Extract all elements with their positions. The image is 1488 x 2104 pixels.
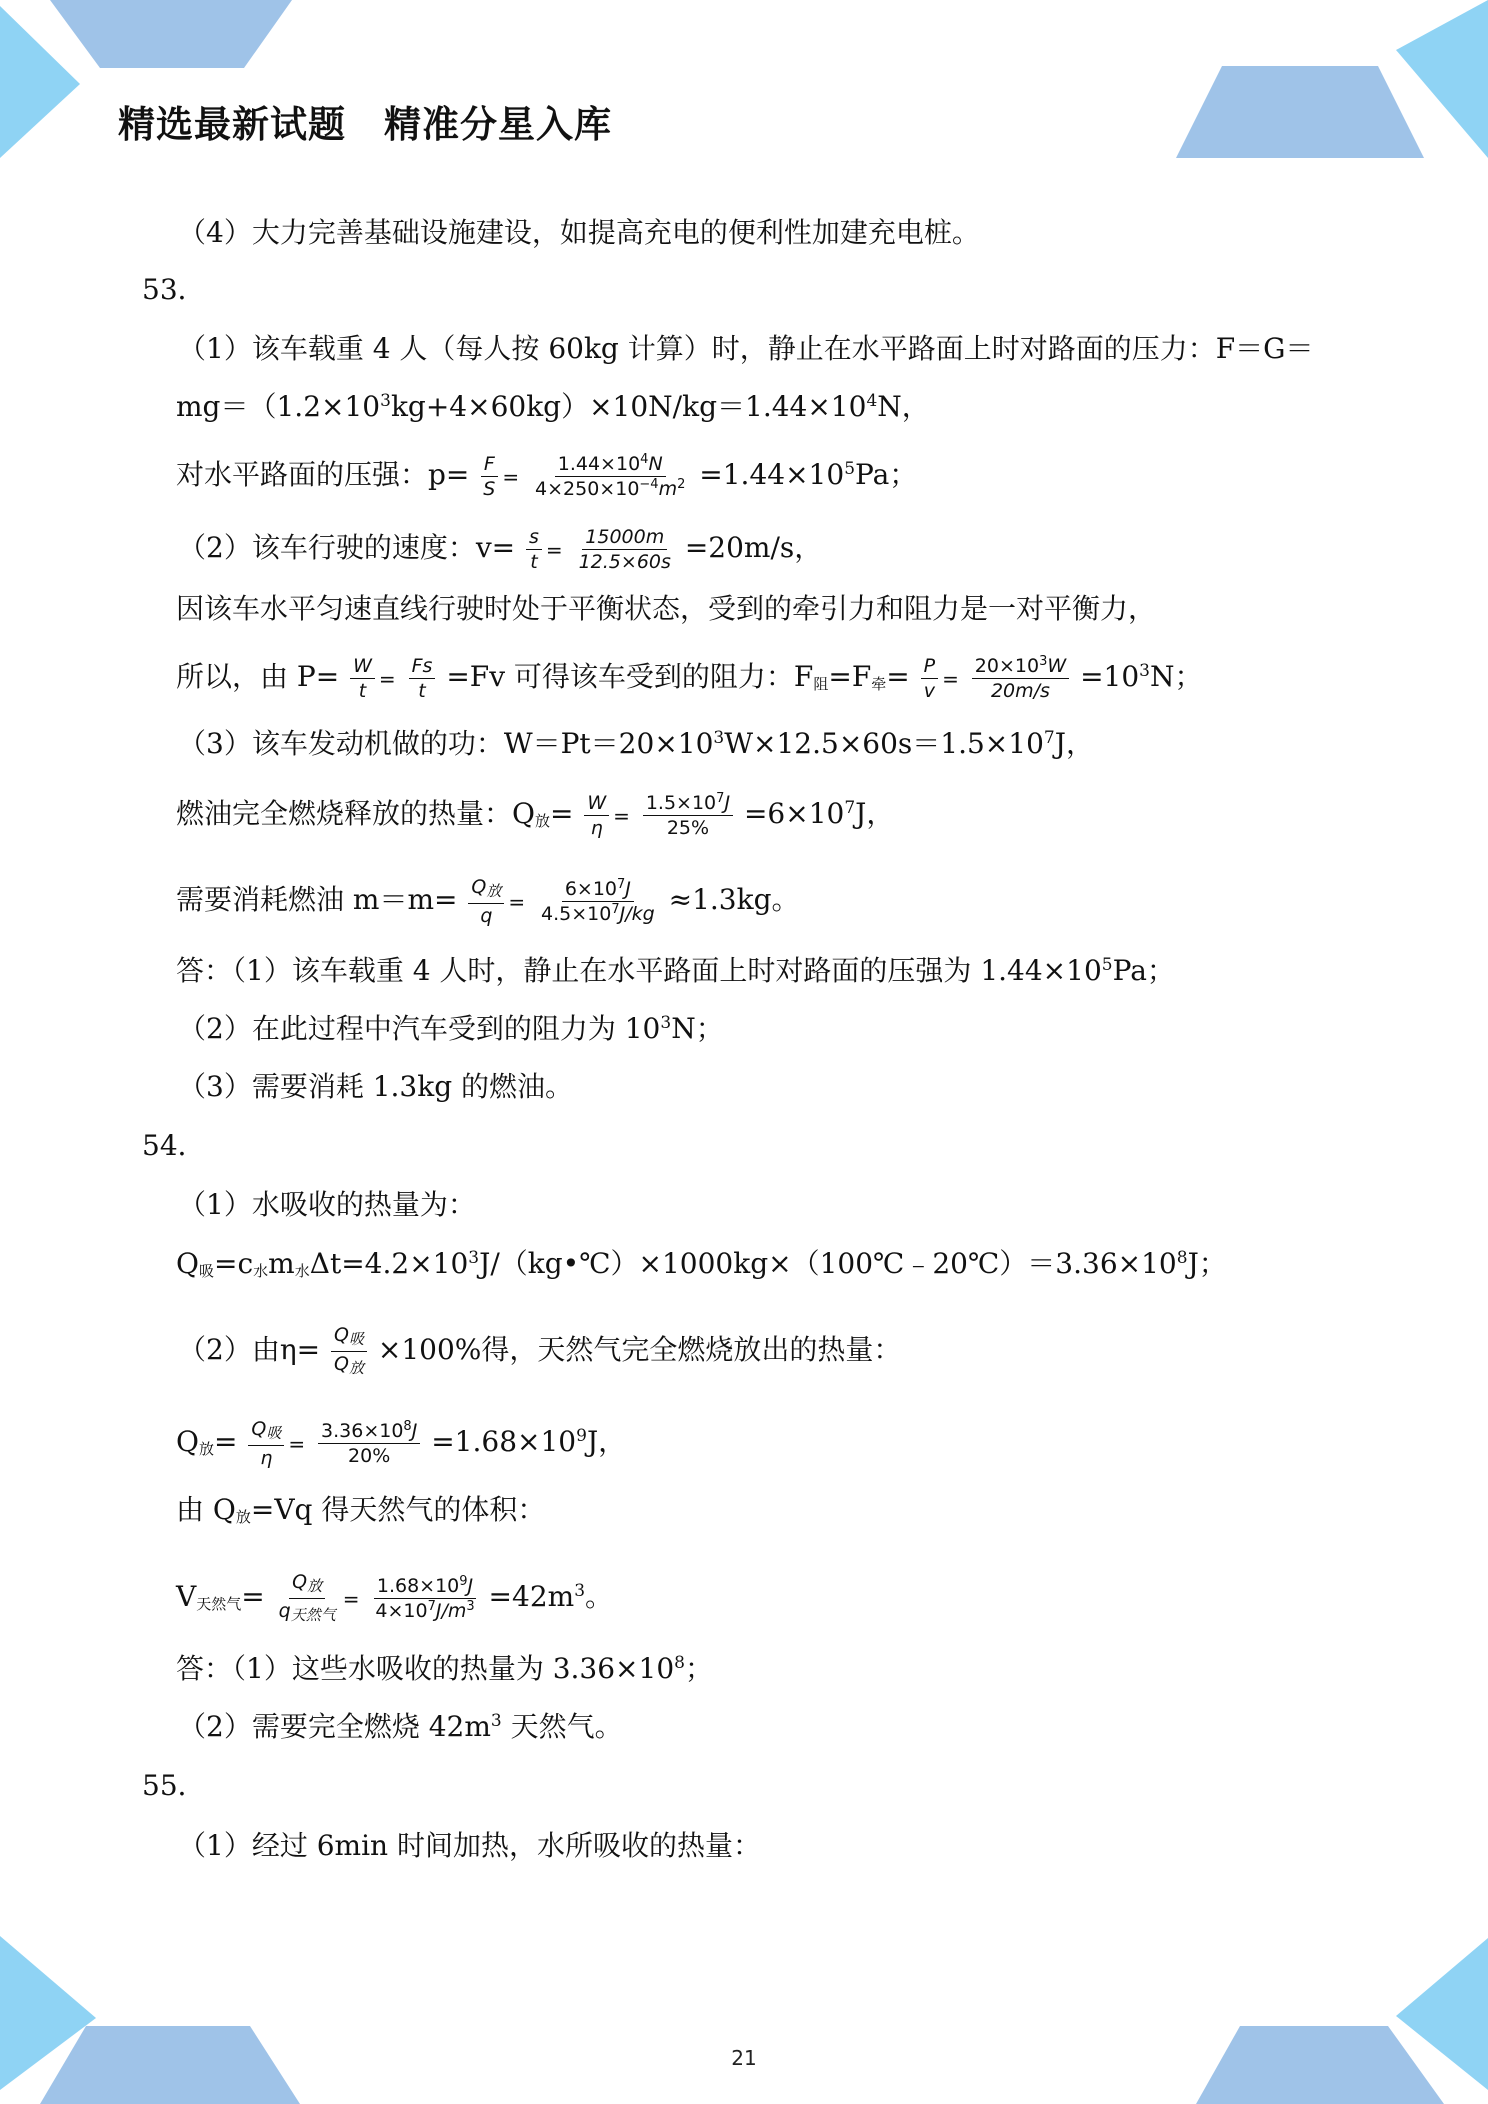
answer-line: 由 $Q_放=Vq$ 得天然气的体积： (176, 1493, 546, 1526)
question-number-53: 53． (142, 273, 206, 306)
formula-line: $mg=(1.2\times 10^3kg+4\times 60kg)\times 10N/kg=1.44\times 10^4N$， (176, 390, 930, 423)
question-number-54: 54． (142, 1129, 206, 1162)
formula-line: 燃油完全燃烧释放的热量：$Q_放=$ $\frac{W}{\eta}$ = $\frac{1.5\times 10^7J}{25\%}$ $=6\times 10^7J$， (176, 791, 895, 839)
footer-decoration (0, 1930, 1488, 2104)
fraction: $\frac{1.44\times 10^4N}{4\times 250\times 10^{-4}m^2}$ (535, 452, 686, 500)
answer-line: （3）需要消耗 1.3kg 的燃油。 (178, 1070, 574, 1103)
question-number-55: 55． (142, 1769, 206, 1802)
page-number: 21 (731, 2046, 757, 2070)
top-left-trapezoid (50, 0, 292, 68)
top-right-trapezoid (1176, 66, 1424, 158)
formula-line: 所以，由 P= $\frac{W}{t}$ = $\frac{Fs}{t}$ =Fv 可得该车受到的阻力：$F_阻=F_牵=$ $\frac{P}{v}$ = $\frac{20\times 10^3W}{20m/s}$ $=10^3N$； (176, 654, 1203, 702)
fraction: $\frac{F}{S}$ (480, 453, 498, 500)
fraction: $\frac{6\times 10^7J}{4.5\times 10^7J/kg}$ (541, 877, 655, 925)
fraction: $\frac{Fs}{t}$ (409, 655, 436, 702)
fraction: $\frac{P}{v}$ (921, 655, 938, 702)
header-title: 精选最新试题 精准分星入库 (118, 103, 612, 146)
fraction: $\frac{20\times 10^3W}{20m/s}$ (972, 655, 1069, 702)
fraction: $\frac{Q_吸}{Q_放}$ (331, 1324, 367, 1379)
formula-line: 对水平路面的压强：p= $\frac{F}{S}$ = $\frac{1.44\times 10^4N}{4\times 250\times 10^{-4}m^2}$ $=1.44\times 10^5Pa$； (176, 452, 918, 500)
fraction: $\frac{Q_放}{q}$ (468, 876, 504, 927)
answer-line: （1）经过 6min 时间加热，水所吸收的热量： (178, 1829, 761, 1862)
fraction: $\frac{Q_吸}{\eta}$ (248, 1418, 284, 1469)
formula-line: $Q_放=$ $\frac{Q_吸}{\eta}$ = $\frac{3.36\times 10^8J}{20\%}$ $=1.68\times 10^9J$， (176, 1418, 627, 1469)
fraction: $\frac{15000m}{12.5\times 60s}$ (578, 526, 671, 573)
answer-line: （4）大力完善基础设施建设，如提高充电的便利性加建充电桩。 (178, 216, 980, 249)
formula-line: 需要消耗燃油 m＝m= $\frac{Q_放}{q}$ = $\frac{6\times 10^7J}{4.5\times 10^7J/kg}$ ≈1.3kg。 (176, 876, 800, 927)
answer-line: （1）该车载重 4 人（每人按 60kg 计算）时，静止在水平路面上时对路面的压力：F＝G＝ (178, 332, 1314, 365)
fraction: $\frac{s}{t}$ (526, 526, 542, 573)
answer-line: （1）水吸收的热量为： (178, 1188, 476, 1221)
answer-line: 因该车水平匀速直线行驶时处于平衡状态，受到的牵引力和阻力是一对平衡力， (176, 592, 1157, 625)
formula-line: （3）该车发动机做的功：$W=Pt=20\times 10^3W\times 12.5\times 60s=1.5\times 10^7J$， (178, 727, 1094, 760)
top-left-triangle (0, 6, 80, 158)
fraction: $\frac{3.36\times 10^8J}{20\%}$ (318, 1420, 420, 1467)
formula-line: $Q_吸=c_水m_水\Delta t=4.2\times 10^3J/(kg•℃)\times 1000kg\times(100℃﹣20℃)=3.36\times 10^8J$； (176, 1247, 1227, 1280)
formula-line: $V_{天然气}=$ $\frac{Q_放}{q_{天然气}}$ = $\frac{1.68\times 10^9J}{4\times 10^7J/m^3}$ $=42m^3$。 (176, 1571, 614, 1624)
formula-line: （2）该车行驶的速度：v= $\frac{s}{t}$ = $\frac{15000m}{12.5\times 60s}$ =20m/s， (178, 526, 823, 573)
fraction: $\frac{1.5\times 10^7J}{25\%}$ (643, 792, 733, 839)
fraction: $\frac{W}{\eta}$ (584, 792, 609, 839)
formula-line: （2）由η= $\frac{Q_吸}{Q_放}$ ×100%得，天然气完全燃烧放出的热量： (178, 1324, 902, 1377)
answer-line: 答：（1）这些水吸收的热量为 $3.36\times 10^8$； (176, 1652, 713, 1685)
fraction: $\frac{1.68\times 10^9J}{4\times 10^7J/m^3}$ (375, 1574, 475, 1622)
fraction: $\frac{W}{t}$ (350, 655, 375, 702)
answer-line: 答：（1）该车载重 4 人时，静止在水平路面上时对路面的压强为 $1.44\times 10^5Pa$； (176, 954, 1175, 987)
fraction: $\frac{Q_放}{q_{天然气}}$ (278, 1571, 336, 1624)
answer-line: （2）需要完全燃烧 $42m^3$ 天然气。 (178, 1710, 623, 1743)
answer-line: （2）在此过程中汽车受到的阻力为 $10^3N$； (178, 1012, 724, 1045)
